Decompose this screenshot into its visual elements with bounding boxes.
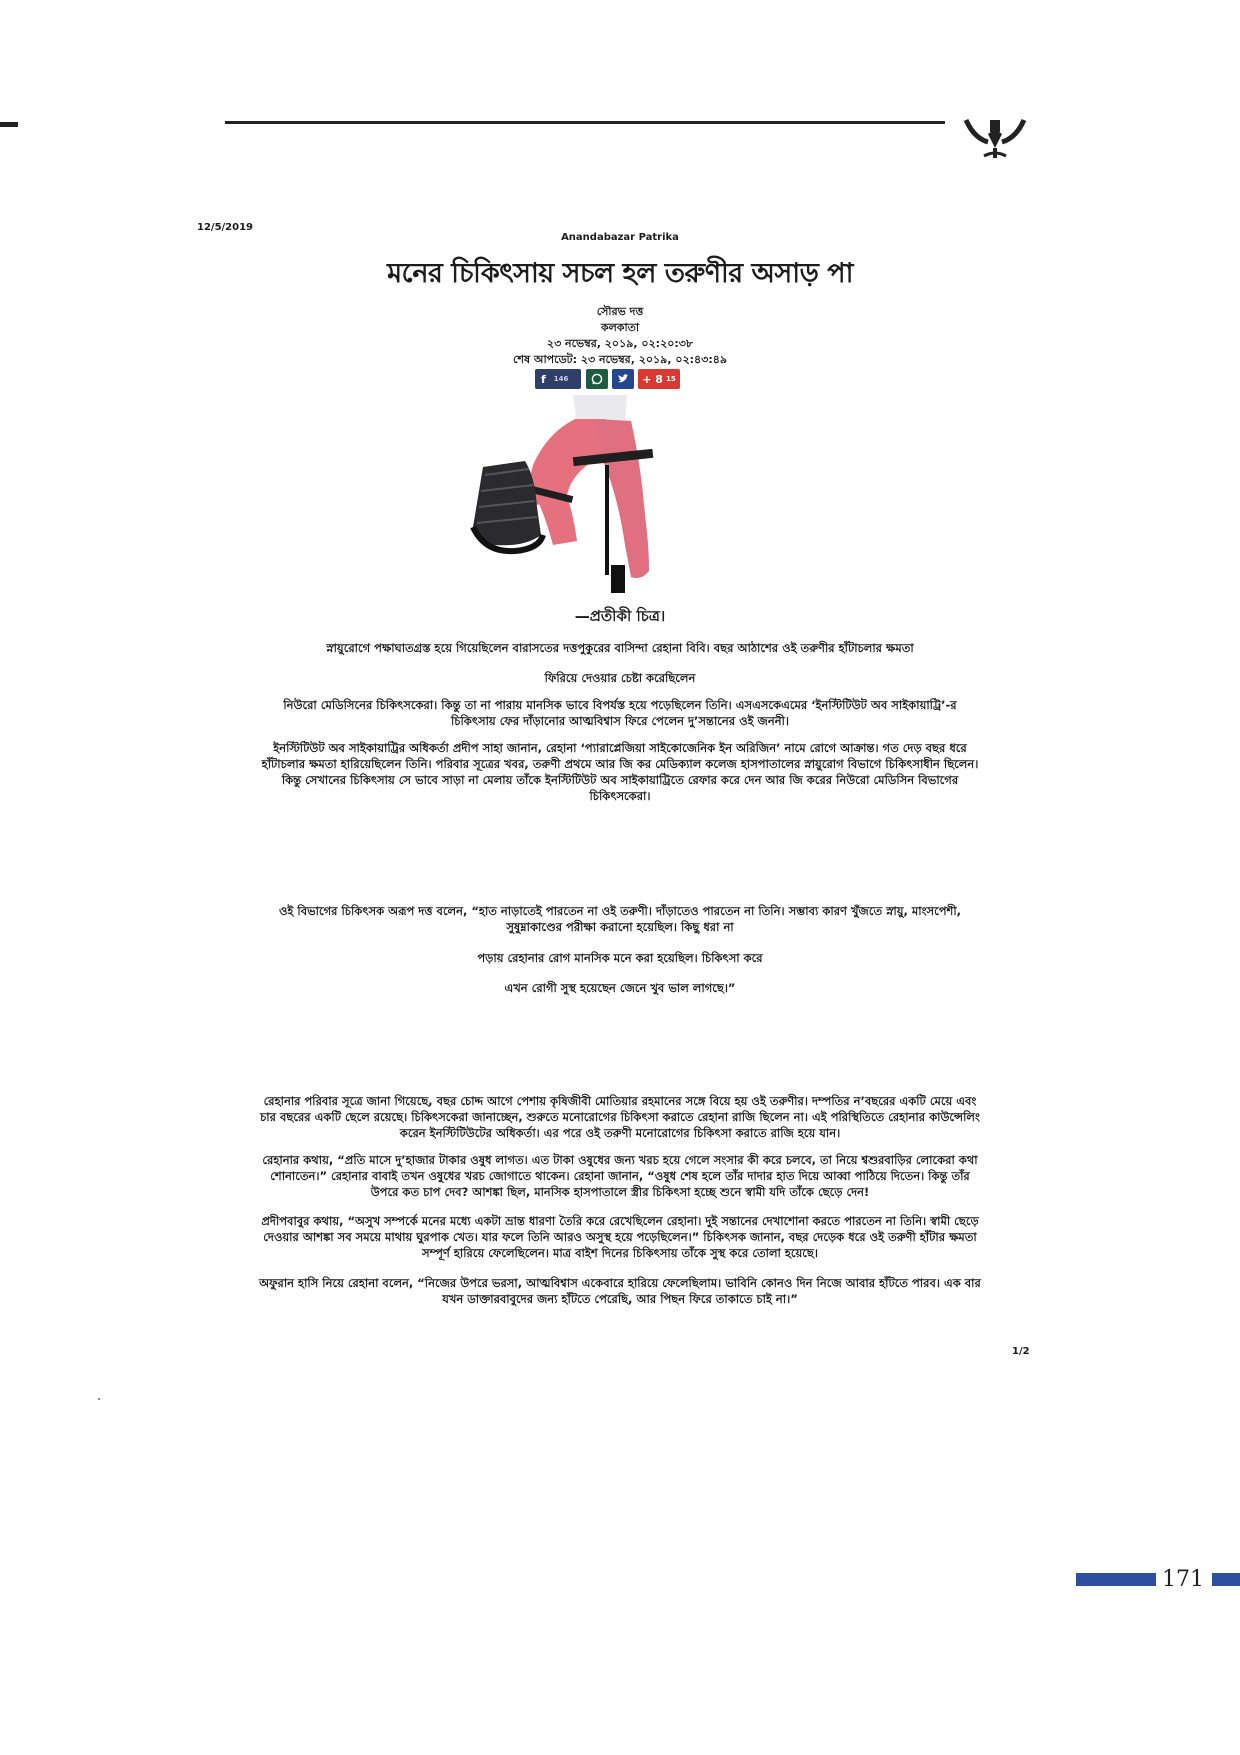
paragraph-line: চিকিৎসকেরা।	[589, 789, 651, 803]
paragraph-line: চিকিৎসায় ফের দাঁড়ানোর আত্মবিশ্বাস ফিরে পেলেন দু’সন্তানের ওই জননী।	[451, 714, 789, 728]
article-paragraph	[190, 950, 1050, 966]
paragraph-line: সম্পূর্ণ হারিয়ে ফেলেছিলেন। মাত্র বাইশ দিনের চিকিৎসায় তাঁকে সুস্থ করে তোলা হয়েছে।	[421, 1246, 818, 1260]
paragraph-line: রেহানার কথায়, “প্রতি মাসে দু’হাজার টাকার ওষুধ লাগত। এত টাকা ওষুধের জন্য খরচ হয়ে গেলে সংসার কী করে চলবে, তা নিয়ে শ্বশুরবাড়ির লোকেরা কথা	[262, 1153, 978, 1167]
top-rule	[225, 121, 945, 124]
paragraph-line: চার বছরের একটি ছেলে রয়েছে। চিকিৎসকেরা জানাচ্ছেন, শুরুতে মনোরোগের চিকিৎসা করাতে রেহানা রাজি ছিলেন না। এই পরিস্থিতিতে রেহানার কাউন্সেলিং	[260, 1110, 980, 1124]
print-date: 12/5/2019	[197, 222, 254, 233]
facebook-icon: f	[541, 372, 546, 386]
paragraph-line: শোনাতেন।” রেহানার বাবাই তখন ওষুধের খরচ জোগাতে থাকেন। রেহানা জানান, “ওষুধ শেষ হলে তাঁর দাদার হাত দিয়ে আব্বা পাঠিয়ে দিতেন। কিন্তু তাঁর	[270, 1169, 970, 1183]
article-paragraph	[190, 903, 1050, 935]
page-of-count: 1/2	[1012, 1346, 1030, 1357]
whatsapp-icon	[591, 373, 603, 385]
article-paragraph	[190, 697, 1050, 729]
dateline-location: কলকাতা	[600, 321, 640, 334]
article-headline: মনের চিকিৎসায় সচল হল তরুণীর অসাড় পা	[387, 258, 853, 289]
paragraph-line: পড়ায় রেহানার রোগ মানসিক মনে করা হয়েছিল। চিকিৎসা করে	[477, 951, 763, 965]
article-paragraph	[190, 980, 1050, 996]
paragraph-line: কিন্তু সেখানের চিকিৎসায় সে ভাবে সাড়া না মেলায় তাঁকে ইনস্টিটিউট অব সাইকায়াট্রিতে রেফার করে দেন আর জি করের নিউরো মেডিসিন বিভাগের	[281, 773, 959, 787]
author-name: সৌরভ দত্ত	[596, 305, 644, 318]
article-paragraph	[190, 1093, 1050, 1141]
twitter-icon	[617, 373, 629, 385]
article-paragraph	[190, 740, 1050, 804]
paragraph-line: উপরে কত চাপ দেব? আশঙ্কা ছিল, মানসিক হাসপাতালে স্ত্রীর চিকিৎসা হচ্ছে শুনে স্বামী যদি তাঁকে ছেড়ে দেন!	[370, 1185, 870, 1199]
paragraph-line: নিউরো মেডিসিনের চিকিৎসকেরা। কিন্তু তা না পারায় মানসিক ভাবে বিপর্যস্ত হয়ে পড়েছিলেন তিনি। এসএসকেএমের ‘ইনস্টিটিউট অব সাইকায়াট্রি’-র	[283, 698, 957, 712]
whatsapp-share-button[interactable]	[586, 369, 608, 389]
paragraph-line: ফিরিয়ে দেওয়ার চেষ্টা করেছিলেন	[544, 671, 696, 685]
paragraph-line: সুষুম্নাকাণ্ডের পরীক্ষা করানো হয়েছিল। কিছু ধরা না	[506, 920, 734, 934]
article-photo-leg-brace	[455, 395, 685, 595]
paragraph-line: ইনস্টিটিউট অব সাইকায়াট্রির অধিকর্তা প্রদীপ সাহা জানান, রেহানা ‘প্যারাপ্লেজিয়া সাইকোজেনিক ইন অরিজিন’ নামে রোগে আক্রান্ত। গত দেড় বছর ধরে	[273, 741, 967, 755]
twitter-share-button[interactable]	[612, 369, 634, 389]
article-paragraph	[190, 1152, 1050, 1200]
publisher-name: Anandabazar Patrika	[561, 232, 679, 243]
google-plus-share-button[interactable]	[638, 369, 680, 389]
article-paragraph	[190, 640, 1050, 656]
published-time: ২৩ নভেম্বর, ২০১৯, ০২:২০:৩৮	[546, 337, 694, 350]
google-plus-count: 15	[665, 375, 676, 383]
library-logo-icon	[960, 112, 1030, 162]
footer-bar-right	[1212, 1573, 1240, 1586]
top-rule-left	[0, 122, 18, 127]
footer-bar-left	[1076, 1573, 1156, 1586]
book-page-number: 171	[1162, 1567, 1204, 1592]
paragraph-line: স্নায়ুরোগে পক্ষাঘাতগ্রস্ত হয়ে গিয়েছিলেন বারাসতের দত্তপুকুরের বাসিন্দা রেহানা বিবি। বছর আঠাশের ওই তরুণীর হাঁটাচলার ক্ষমতা	[326, 641, 914, 655]
paragraph-line: হাঁটাচলার ক্ষমতা হারিয়েছিলেন তিনি। পরিবার সূত্রের খবর, তরুণী প্রথমে আর জি কর মেডিক্যাল কলেজ হাসপাতালের স্নায়ুরোগ বিভাগে চিকিৎসাধীন ছিলেন।	[261, 757, 979, 771]
paragraph-line: রেহানার পরিবার সূত্রে জানা গিয়েছে, বছর চোদ্দ আগে পেশায় কৃষিজীবী মোতিয়ার রহমানের সঙ্গে বিয়ে হয় ওই তরুণীর। দম্পতির ন’বছরের একটি মেয়ে এবং	[263, 1094, 977, 1108]
paragraph-line: এখন রোগী সুস্থ হয়েছেন জেনে খুব ভাল লাগছে।”	[504, 981, 736, 995]
paragraph-line: করেন ইনস্টিটিউটের অধিকর্তা। এর পরে ওই তরুণী মনোরোগের চিকিৎসা করাতে রাজি হয়ে যান।	[399, 1126, 841, 1140]
facebook-share-count: 146	[553, 375, 569, 383]
scan-speck	[98, 1398, 100, 1400]
paragraph-line: অফুরান হাসি নিয়ে রেহানা বলেন, “নিজের উপরে ভরসা, আত্মবিশ্বাস একেবারে হারিয়ে ফেলেছিলাম। ভাবিনি কোনও দিন নিজে আবার হাঁটতে পারব। এক বার	[259, 1276, 981, 1290]
paragraph-line: দেওয়ার আশঙ্কা সব সময়ে মাথায় ঘুরপাক খেত। যার ফলে তিনি আরও অসুস্থ হয়ে পড়েছিলেন।” চিকিৎসক জানান, বছর দেড়েক ধরে ওই তরুণী হাঁটার ক্ষমতা	[263, 1230, 977, 1244]
facebook-share-button[interactable]	[535, 369, 581, 389]
article-paragraph	[190, 1275, 1050, 1307]
article-paragraph	[190, 1213, 1050, 1261]
paragraph-line: প্রদীপবাবুর কথায়, “অসুখ সম্পর্কে মনের মধ্যে একটা ভ্রান্ত ধারণা তৈরি করে রেখেছিলেন রেহানা। দুই সন্তানের দেখাশোনা করতে পারতেন না তিনি। স্বামী ছেড়ে	[261, 1214, 979, 1228]
paragraph-line: ওই বিভাগের চিকিৎসক অরূপ দত্ত বলেন, “হাত নাড়াতেই পারতেন না ওই তরুণী। দাঁড়াতেও পারতেন না তিনি। সম্ভাব্য কারণ খুঁজতে স্নায়ু, মাংসপেশী,	[278, 904, 962, 918]
article-paragraph	[190, 670, 1050, 686]
updated-time: শেষ আপডেট: ২৩ নভেম্বর, ২০১৯, ০২:৪৩:৪৯	[512, 353, 727, 366]
google-plus-label: + 8	[642, 372, 663, 386]
paragraph-line: যখন ডাক্তারবাবুদের জন্য হাঁটতে পেরেছি, আর পিছন ফিরে তাকাতে চাই না।”	[442, 1292, 798, 1306]
photo-caption: —প্রতীকী চিত্র।	[574, 607, 666, 625]
